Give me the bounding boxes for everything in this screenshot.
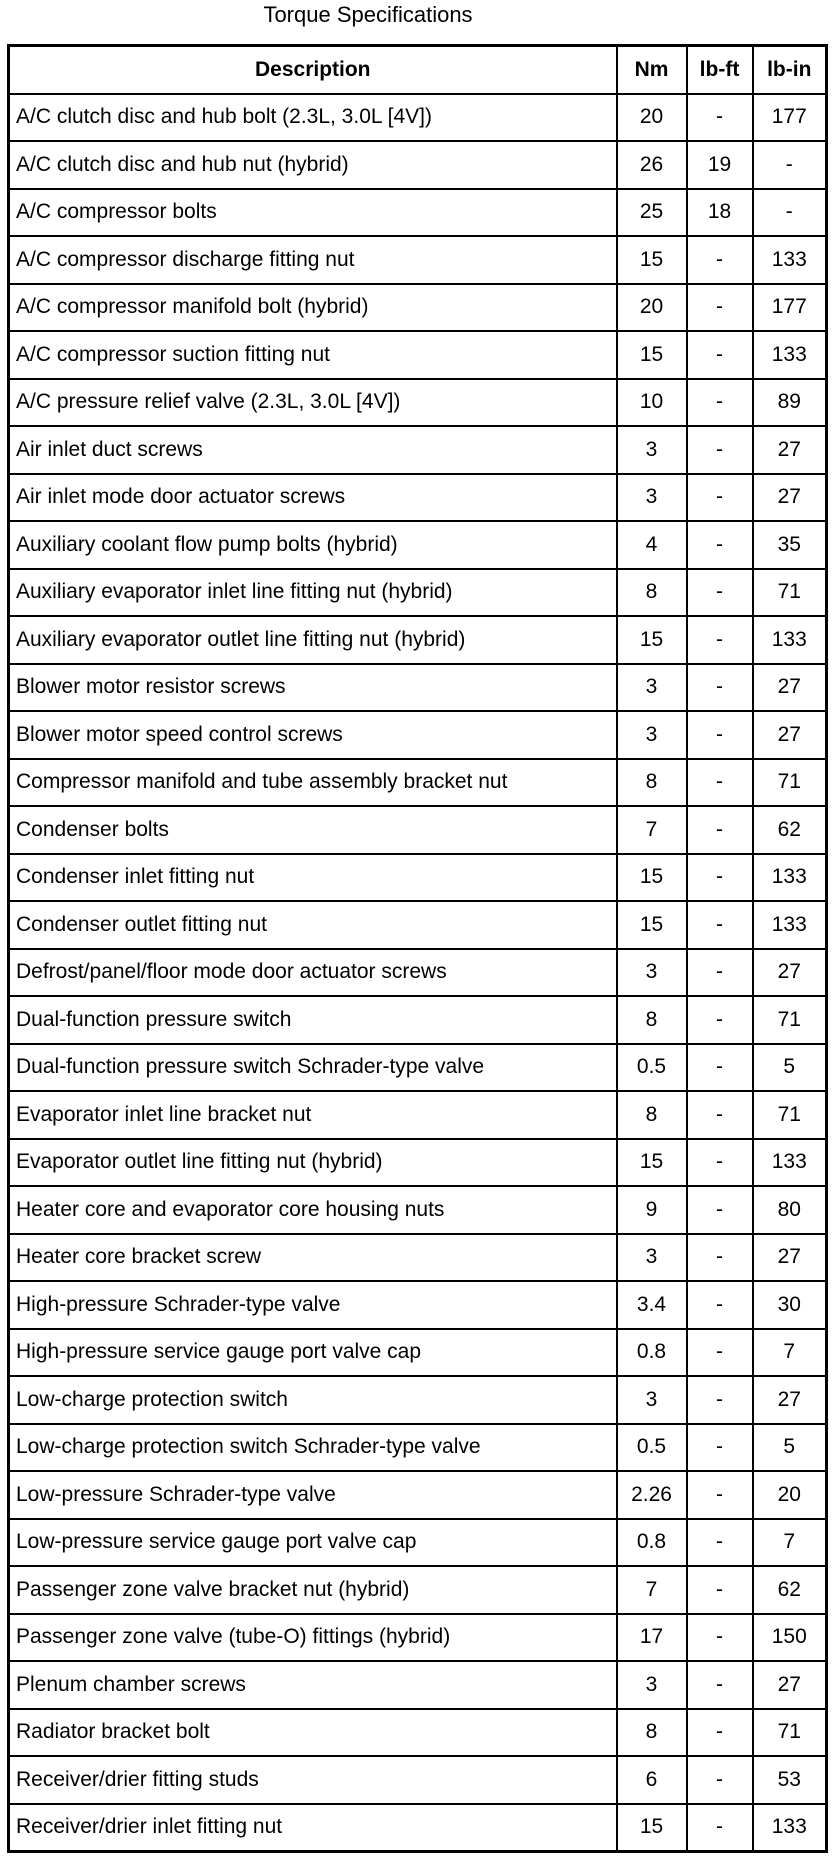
cell-description: Defrost/panel/floor mode door actuator screws: [9, 949, 617, 997]
cell-lbin: 5: [753, 1044, 827, 1092]
cell-nm: 7: [617, 806, 687, 854]
table-row: [9, 521, 827, 569]
cell-description: Auxiliary evaporator outlet line fitting nut (hybrid): [9, 616, 617, 664]
cell-nm: 8: [617, 759, 687, 807]
cell-lbft: -: [687, 806, 753, 854]
table-row: [9, 1044, 827, 1092]
cell-description: Auxiliary coolant flow pump bolts (hybrid): [9, 521, 617, 569]
cell-lbin: 35: [753, 521, 827, 569]
cell-nm: 15: [617, 1804, 687, 1852]
cell-description: Low-charge protection switch Schrader-type valve: [9, 1424, 617, 1472]
cell-lbft: -: [687, 94, 753, 142]
cell-nm: 0.8: [617, 1519, 687, 1567]
table-row: [9, 1376, 827, 1424]
table-row: [9, 616, 827, 664]
cell-lbft: -: [687, 331, 753, 379]
cell-description: High-pressure service gauge port valve cap: [9, 1329, 617, 1377]
table-row: [9, 331, 827, 379]
cell-lbft: -: [687, 901, 753, 949]
cell-description: Low-charge protection switch: [9, 1376, 617, 1424]
cell-description: Air inlet duct screws: [9, 426, 617, 474]
cell-lbin: 5: [753, 1424, 827, 1472]
table-row: [9, 1139, 827, 1187]
cell-lbin: 27: [753, 664, 827, 712]
cell-description: A/C compressor bolts: [9, 189, 617, 237]
cell-lbin: 89: [753, 379, 827, 427]
cell-nm: 3: [617, 949, 687, 997]
table-row: [9, 1186, 827, 1234]
cell-lbin: 30: [753, 1281, 827, 1329]
header-lbft: lb-ft: [687, 46, 753, 94]
cell-lbin: 20: [753, 1471, 827, 1519]
page-title: Torque Specifications: [263, 2, 473, 27]
table-row: [9, 379, 827, 427]
cell-description: A/C compressor discharge fitting nut: [9, 236, 617, 284]
cell-nm: 9: [617, 1186, 687, 1234]
cell-description: Low-pressure service gauge port valve cap: [9, 1519, 617, 1567]
cell-nm: 3.4: [617, 1281, 687, 1329]
cell-description: Passenger zone valve bracket nut (hybrid): [9, 1566, 617, 1614]
cell-nm: 8: [617, 1709, 687, 1757]
cell-nm: 25: [617, 189, 687, 237]
cell-lbin: 27: [753, 711, 827, 759]
cell-nm: 0.8: [617, 1329, 687, 1377]
cell-nm: 15: [617, 854, 687, 902]
cell-lbin: 71: [753, 996, 827, 1044]
cell-description: Low-pressure Schrader-type valve: [9, 1471, 617, 1519]
cell-nm: 26: [617, 141, 687, 189]
cell-lbin: 150: [753, 1614, 827, 1662]
table-row: [9, 236, 827, 284]
cell-lbin: 53: [753, 1756, 827, 1804]
cell-nm: 20: [617, 94, 687, 142]
cell-lbft: -: [687, 616, 753, 664]
cell-lbft: -: [687, 1709, 753, 1757]
cell-lbft: -: [687, 284, 753, 332]
cell-lbin: 71: [753, 759, 827, 807]
table-row: [9, 1329, 827, 1377]
cell-lbin: 133: [753, 1139, 827, 1187]
cell-description: Dual-function pressure switch: [9, 996, 617, 1044]
table-row: [9, 1614, 827, 1662]
cell-lbft: -: [687, 1661, 753, 1709]
table-row: [9, 854, 827, 902]
cell-lbin: 133: [753, 901, 827, 949]
table-row: [9, 474, 827, 522]
cell-lbft: -: [687, 521, 753, 569]
cell-nm: 4: [617, 521, 687, 569]
cell-lbin: 7: [753, 1329, 827, 1377]
cell-description: Condenser bolts: [9, 806, 617, 854]
cell-lbft: -: [687, 996, 753, 1044]
table-row: [9, 1519, 827, 1567]
table-row: [9, 901, 827, 949]
cell-nm: 8: [617, 1091, 687, 1139]
table-row: [9, 1091, 827, 1139]
cell-description: Auxiliary evaporator inlet line fitting nut (hybrid): [9, 569, 617, 617]
cell-lbft: -: [687, 949, 753, 997]
cell-lbin: -: [753, 189, 827, 237]
table-row: [9, 1709, 827, 1757]
cell-description: A/C clutch disc and hub bolt (2.3L, 3.0L [4V]): [9, 94, 617, 142]
cell-lbft: -: [687, 1376, 753, 1424]
cell-lbin: 133: [753, 331, 827, 379]
table-row: [9, 1471, 827, 1519]
cell-nm: 15: [617, 901, 687, 949]
cell-lbft: -: [687, 569, 753, 617]
cell-nm: 3: [617, 426, 687, 474]
table-row: [9, 711, 827, 759]
table-row: [9, 284, 827, 332]
cell-lbft: 18: [687, 189, 753, 237]
table-row: [9, 806, 827, 854]
table-row: [9, 94, 827, 142]
table-row: [9, 1234, 827, 1282]
cell-lbft: -: [687, 1281, 753, 1329]
cell-lbin: -: [753, 141, 827, 189]
header-description: Description: [9, 46, 617, 94]
cell-description: A/C pressure relief valve (2.3L, 3.0L [4V]): [9, 379, 617, 427]
cell-lbft: -: [687, 379, 753, 427]
cell-nm: 0.5: [617, 1044, 687, 1092]
cell-nm: 15: [617, 1139, 687, 1187]
table-row: [9, 1424, 827, 1472]
cell-lbin: 7: [753, 1519, 827, 1567]
cell-lbft: -: [687, 236, 753, 284]
cell-lbft: -: [687, 711, 753, 759]
cell-description: Radiator bracket bolt: [9, 1709, 617, 1757]
cell-lbin: 133: [753, 616, 827, 664]
table-row: [9, 949, 827, 997]
table-row: [9, 1804, 827, 1852]
header-lbin: lb-in: [753, 46, 827, 94]
cell-lbin: 27: [753, 426, 827, 474]
table-row: [9, 759, 827, 807]
cell-lbin: 62: [753, 806, 827, 854]
cell-nm: 8: [617, 569, 687, 617]
cell-description: Plenum chamber screws: [9, 1661, 617, 1709]
cell-nm: 7: [617, 1566, 687, 1614]
cell-lbin: 133: [753, 236, 827, 284]
table-body: [9, 94, 827, 1852]
cell-description: Condenser inlet fitting nut: [9, 854, 617, 902]
cell-lbft: -: [687, 474, 753, 522]
cell-lbin: 133: [753, 854, 827, 902]
cell-lbin: 27: [753, 949, 827, 997]
cell-nm: 10: [617, 379, 687, 427]
cell-lbin: 71: [753, 1709, 827, 1757]
table-row: [9, 141, 827, 189]
cell-description: Blower motor resistor screws: [9, 664, 617, 712]
cell-lbft: -: [687, 854, 753, 902]
cell-nm: 3: [617, 664, 687, 712]
cell-description: Heater core bracket screw: [9, 1234, 617, 1282]
table-row: [9, 569, 827, 617]
cell-lbft: -: [687, 1756, 753, 1804]
cell-lbin: 27: [753, 1376, 827, 1424]
cell-nm: 3: [617, 474, 687, 522]
torque-spec-table: [7, 44, 828, 1853]
cell-lbft: -: [687, 759, 753, 807]
cell-nm: 15: [617, 236, 687, 284]
cell-nm: 8: [617, 996, 687, 1044]
cell-description: Compressor manifold and tube assembly bracket nut: [9, 759, 617, 807]
cell-lbft: -: [687, 1471, 753, 1519]
cell-lbin: 27: [753, 474, 827, 522]
cell-description: Receiver/drier fitting studs: [9, 1756, 617, 1804]
cell-description: Air inlet mode door actuator screws: [9, 474, 617, 522]
cell-description: Dual-function pressure switch Schrader-type valve: [9, 1044, 617, 1092]
cell-lbft: -: [687, 1044, 753, 1092]
cell-nm: 3: [617, 1661, 687, 1709]
cell-description: High-pressure Schrader-type valve: [9, 1281, 617, 1329]
cell-nm: 17: [617, 1614, 687, 1662]
table-row: [9, 996, 827, 1044]
cell-description: Heater core and evaporator core housing nuts: [9, 1186, 617, 1234]
cell-lbft: 19: [687, 141, 753, 189]
cell-lbin: 177: [753, 94, 827, 142]
cell-lbft: -: [687, 1091, 753, 1139]
cell-description: Blower motor speed control screws: [9, 711, 617, 759]
cell-lbft: -: [687, 1234, 753, 1282]
cell-nm: 3: [617, 1376, 687, 1424]
cell-lbft: -: [687, 1424, 753, 1472]
cell-nm: 0.5: [617, 1424, 687, 1472]
header-nm: Nm: [617, 46, 687, 94]
table-row: [9, 189, 827, 237]
cell-nm: 15: [617, 616, 687, 664]
cell-description: A/C clutch disc and hub nut (hybrid): [9, 141, 617, 189]
cell-description: A/C compressor manifold bolt (hybrid): [9, 284, 617, 332]
cell-lbft: -: [687, 664, 753, 712]
cell-lbft: -: [687, 1804, 753, 1852]
cell-lbin: 27: [753, 1661, 827, 1709]
cell-description: Passenger zone valve (tube-O) fittings (hybrid): [9, 1614, 617, 1662]
table-row: [9, 1566, 827, 1614]
cell-nm: 2.26: [617, 1471, 687, 1519]
cell-description: Evaporator outlet line fitting nut (hybrid): [9, 1139, 617, 1187]
cell-description: Evaporator inlet line bracket nut: [9, 1091, 617, 1139]
cell-lbft: -: [687, 1566, 753, 1614]
cell-lbft: -: [687, 1186, 753, 1234]
table-row: [9, 1756, 827, 1804]
table-row: [9, 1281, 827, 1329]
cell-lbft: -: [687, 1139, 753, 1187]
cell-nm: 6: [617, 1756, 687, 1804]
table-row: [9, 1661, 827, 1709]
cell-lbft: -: [687, 1329, 753, 1377]
cell-nm: 20: [617, 284, 687, 332]
table-header-row: [9, 46, 827, 94]
cell-lbin: 27: [753, 1234, 827, 1282]
table-row: [9, 664, 827, 712]
cell-lbin: 177: [753, 284, 827, 332]
cell-nm: 15: [617, 331, 687, 379]
cell-nm: 3: [617, 711, 687, 759]
cell-lbin: 80: [753, 1186, 827, 1234]
cell-lbin: 62: [753, 1566, 827, 1614]
cell-lbin: 71: [753, 569, 827, 617]
cell-lbin: 133: [753, 1804, 827, 1852]
cell-lbft: -: [687, 426, 753, 474]
cell-description: Receiver/drier inlet fitting nut: [9, 1804, 617, 1852]
cell-nm: 3: [617, 1234, 687, 1282]
table-row: [9, 426, 827, 474]
cell-lbft: -: [687, 1519, 753, 1567]
cell-description: Condenser outlet fitting nut: [9, 901, 617, 949]
cell-description: A/C compressor suction fitting nut: [9, 331, 617, 379]
cell-lbin: 71: [753, 1091, 827, 1139]
cell-lbft: -: [687, 1614, 753, 1662]
